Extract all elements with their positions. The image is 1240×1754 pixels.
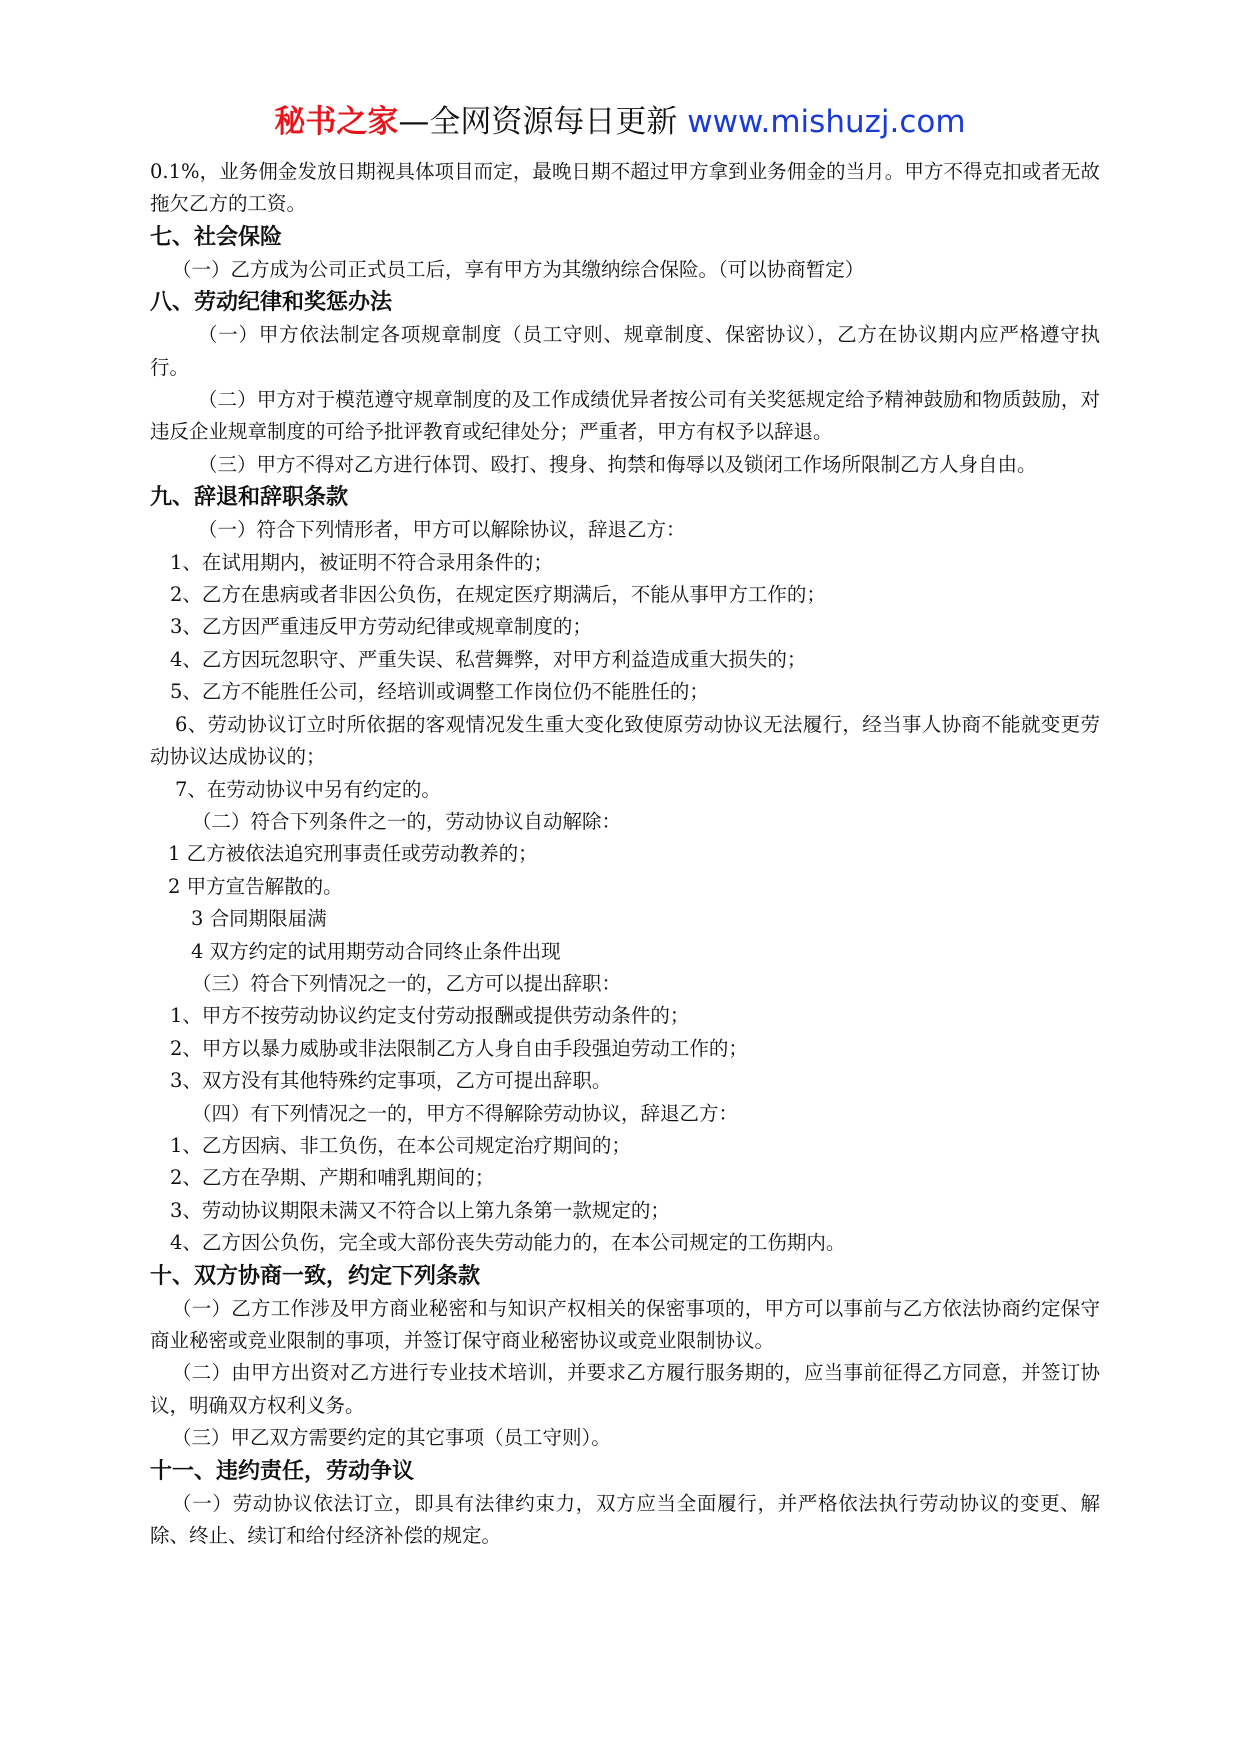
paragraph: 0.1%，业务佣金发放日期视具体项目而定，最晚日期不超过甲方拿到业务佣金的当月。甲方不得克扣或者无故拖欠乙方的工资。	[150, 160, 1100, 216]
paragraph: （三）符合下列情况之一的，乙方可以提出辞职：	[192, 971, 622, 995]
section-heading: 十一、违约责任，劳动争议	[150, 1458, 415, 1484]
paragraph: （一）乙方成为公司正式员工后，享有甲方为其缴纳综合保险。（可以协商暂定）	[172, 257, 865, 281]
paragraph: 1、在试用期内，被证明不符合录用条件的；	[170, 550, 553, 574]
paragraph: 7、在劳动协议中另有约定的。	[175, 777, 441, 801]
paragraph: 3、乙方因严重违反甲方劳动纪律或规章制度的；	[170, 615, 592, 639]
paragraph: 6、劳动协议订立时所依据的客观情况发生重大变化致使原劳动协议无法履行，经当事人协商不能就变更劳动协议达成协议的；	[150, 712, 1100, 769]
paragraph: 1、甲方不按劳动协议约定支付劳动报酬或提供劳动条件的；	[170, 1004, 690, 1028]
paragraph: 4 双方约定的试用期劳动合同终止条件出现	[191, 939, 561, 963]
paragraph: （三）甲乙双方需要约定的其它事项（员工守则）。	[172, 1426, 611, 1450]
paragraph: 5、乙方不能胜任公司，经培训或调整工作岗位仍不能胜任的；	[170, 680, 709, 704]
paragraph: 3 合同期限届满	[191, 907, 327, 931]
paragraph: 2、乙方在孕期、产期和哺乳期间的；	[170, 1166, 495, 1190]
paragraph: （二）由甲方出资对乙方进行专业技术培训，并要求乙方履行服务期的，应当事前征得乙方同意，并签订协议，明确双方权利义务。	[150, 1361, 1100, 1417]
paragraph: 3、劳动协议期限未满又不符合以上第九条第一款规定的；	[170, 1198, 670, 1222]
paragraph: （一）符合下列情形者，甲方可以解除协议，辞退乙方：	[198, 518, 686, 542]
paragraph: 1、乙方因病、非工负伤，在本公司规定治疗期间的；	[170, 1133, 631, 1157]
paragraph: 2、甲方以暴力威胁或非法限制乙方人身自由手段强迫劳动工作的；	[170, 1036, 748, 1060]
section-heading: 八、劳动纪律和奖惩办法	[150, 290, 393, 316]
section-heading: 十、双方协商一致，约定下列条款	[150, 1263, 481, 1289]
document-body	[150, 156, 1100, 1552]
paragraph: 1 乙方被依法追究刑事责任或劳动教养的；	[168, 842, 538, 866]
paragraph: （三）甲方不得对乙方进行体罚、殴打、搜身、拘禁和侮辱以及锁闭工作场所限制乙方人身自由。	[198, 452, 1037, 476]
banner-tagline: —全网资源每日更新	[398, 104, 688, 140]
paragraph: （一）甲方依法制定各项规章制度（员工守则、规章制度、保密协议），乙方在协议期内应严格遵守执行。	[150, 323, 1100, 379]
paragraph: （二）甲方对于模范遵守规章制度的及工作成绩优异者按公司有关奖惩规定给予精神鼓励和物质鼓励，对违反企业规章制度的可给予批评教育或纪律处分；严重者，甲方有权予以辞退。	[150, 388, 1100, 444]
paragraph: 2、乙方在患病或者非因公负伤，在规定医疗期满后，不能从事甲方工作的；	[170, 583, 826, 607]
banner-url: www.mishuzj.com	[687, 104, 966, 140]
paragraph: （二）符合下列条件之一的，劳动协议自动解除：	[192, 809, 622, 833]
paragraph: （一）乙方工作涉及甲方商业秘密和与知识产权相关的保密事项的，甲方可以事前与乙方依法协商约定保守商业秘密或竞业限制的事项，并签订保守商业秘密协议或竞业限制协议。	[150, 1296, 1100, 1352]
paragraph: 3、双方没有其他特殊约定事项，乙方可提出辞职。	[170, 1069, 612, 1093]
paragraph: 2 甲方宣告解散的。	[168, 874, 343, 898]
banner-brand: 秘书之家	[274, 104, 399, 140]
paragraph: 4、乙方因玩忽职守、严重失误、私营舞弊，对甲方利益造成重大损失的；	[170, 647, 807, 671]
paragraph: （四）有下列情况之一的，甲方不得解除劳动协议，辞退乙方：	[192, 1101, 739, 1125]
paragraph: 4、乙方因公负伤，完全或大部份丧失劳动能力的，在本公司规定的工伤期内。	[170, 1231, 846, 1255]
site-banner	[0, 100, 1240, 144]
section-heading: 九、辞退和辞职条款	[150, 485, 349, 511]
paragraph: （一）劳动协议依法订立，即具有法律约束力，双方应当全面履行，并严格依法执行劳动协议的变更、解除、终止、续订和给付经济补偿的规定。	[150, 1491, 1100, 1548]
section-heading: 七、社会保险	[150, 224, 283, 250]
